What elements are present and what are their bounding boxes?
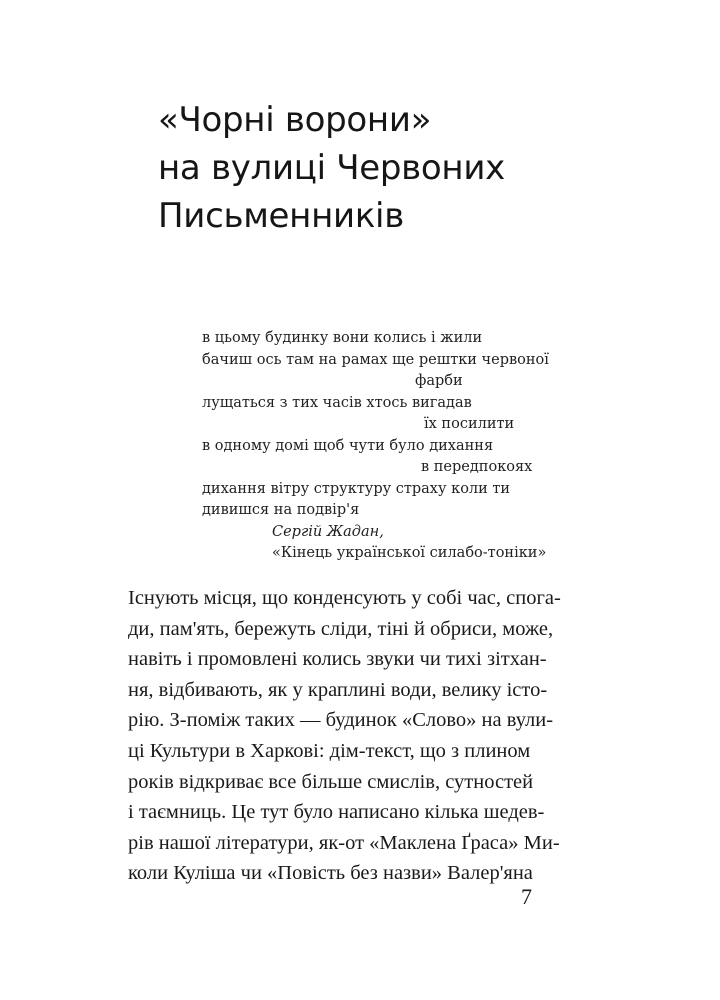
chapter-title	[158, 96, 678, 240]
epigraph-line: фарби	[415, 373, 463, 389]
epigraph-line: лущаться з тих часів хтось вигадав	[202, 394, 472, 411]
epigraph-line: їх посилити	[424, 416, 515, 432]
epigraph-line: в передпокоях	[421, 459, 533, 475]
body-line: рію. З-поміж таких — будинок «Слово» на вули-	[128, 709, 554, 732]
epigraph-source: «Кінець української силабо-тоніки»	[272, 545, 547, 561]
epigraph-line: дивишся на подвір'я	[202, 502, 360, 518]
body-line: коли Куліша чи «Повість без назви» Валер'яна	[128, 862, 533, 885]
epigraph-author: Сергій Жадан,	[272, 523, 384, 540]
body-line: рів нашої літератури, як-от «Маклена Ґраса» Ми-	[128, 831, 560, 854]
body-line: ди, пам'ять, бережуть сліди, тіні й обриси, може,	[128, 617, 554, 640]
body-line: ці Культури в Харкові: дім-текст, що з плином	[128, 739, 531, 762]
title-line: Письменників	[158, 196, 404, 236]
body-line: і таємниць. Це тут було написано кілька шедев-	[128, 801, 545, 824]
page-number: 7	[521, 884, 532, 909]
body-text	[128, 583, 561, 889]
body-line: Існують місця, що конденсують у собі час, спога-	[128, 587, 561, 609]
title-line: на вулиці Червоних	[158, 148, 505, 188]
epigraph	[202, 328, 602, 565]
epigraph-line: бачиш ось там на рамах ще рештки червоної	[202, 351, 549, 368]
epigraph-line: в цьому будинку вони колись і жили	[202, 330, 483, 346]
title-line: «Чорні ворони»	[158, 100, 432, 140]
epigraph-line: дихання вітру структуру страху коли ти	[202, 480, 511, 497]
body-line: навіть і промовлені колись звуки чи тихі зітхан-	[128, 648, 547, 671]
epigraph-line: в одному домі щоб чути було дихання	[202, 437, 494, 454]
body-line: років відкриває все більше смислів, сутностей	[128, 770, 534, 793]
body-line: ня, відбивають, як у краплині води, велику істо-	[128, 678, 548, 701]
